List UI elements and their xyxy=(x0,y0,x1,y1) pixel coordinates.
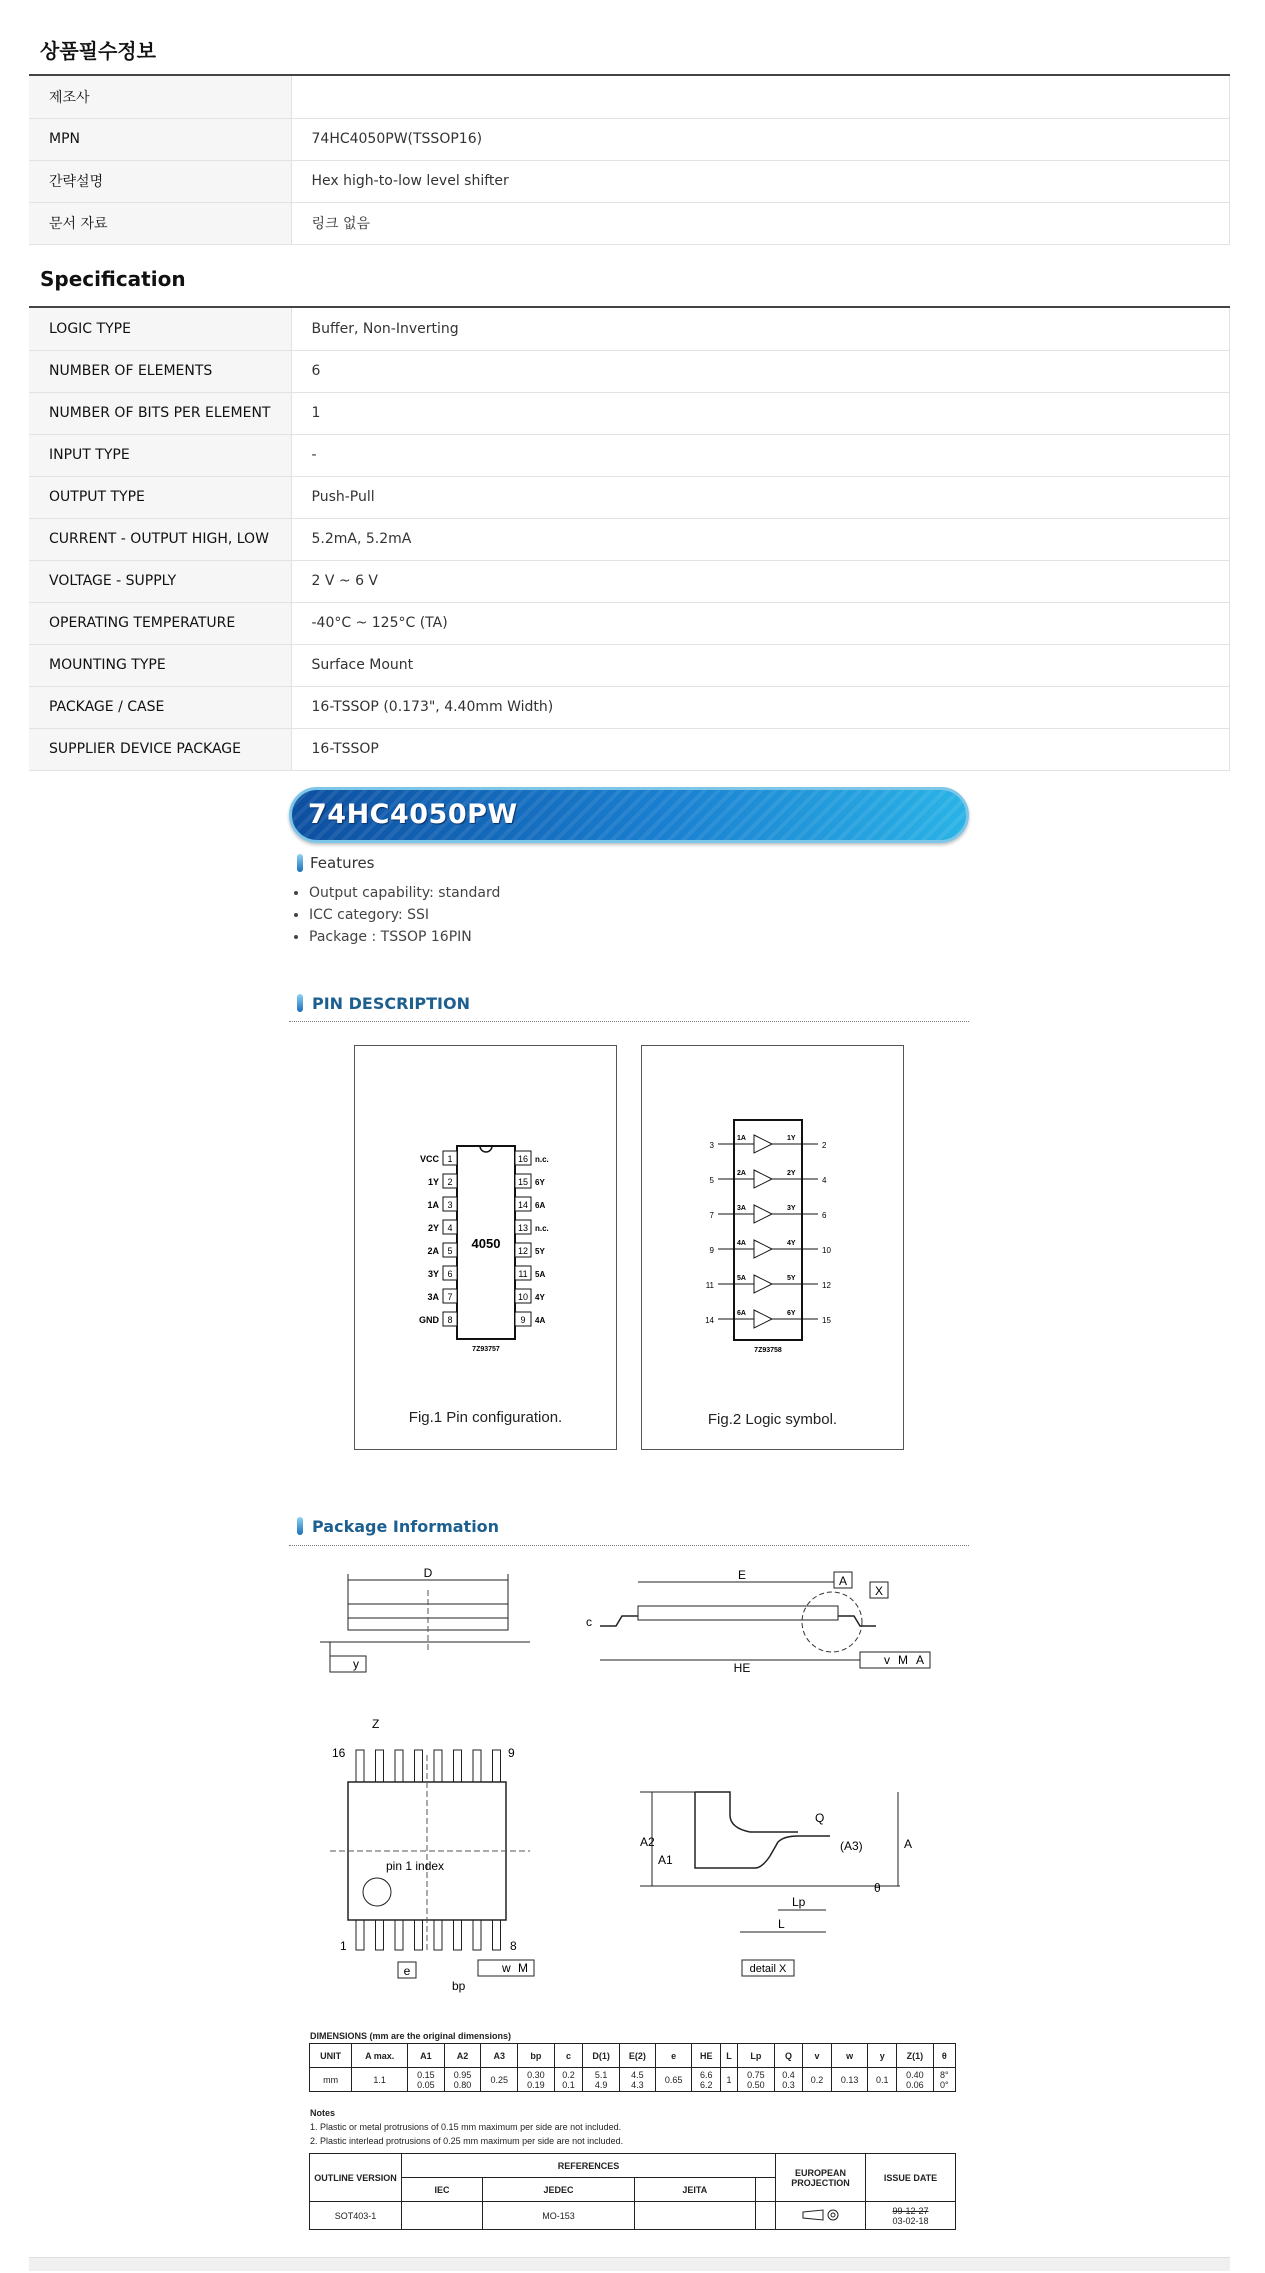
spec-value: Buffer, Non-Inverting xyxy=(291,308,1230,350)
top-lead xyxy=(376,1750,384,1782)
spec-key: LOGIC TYPE xyxy=(29,308,291,350)
output-name: 2Y xyxy=(787,1170,796,1177)
notes-title: Notes xyxy=(310,2108,336,2118)
dim-header-cell: E(2) xyxy=(619,2044,655,2068)
package-info-divider xyxy=(289,1545,969,1546)
bottom-lead xyxy=(454,1920,462,1950)
output-pin-number: 15 xyxy=(822,1316,831,1325)
detail-circle xyxy=(802,1592,862,1652)
table-row xyxy=(29,202,1230,244)
tol-label-w: w xyxy=(502,1961,511,1975)
table-row xyxy=(310,2068,956,2092)
note-1: 1. Plastic or metal protrusions of 0.15 mm maximum per side are not included. xyxy=(310,2122,622,2132)
detail-caption: detail X xyxy=(749,1963,787,1975)
pin-description-bullet-icon xyxy=(297,994,303,1012)
dim-value-cell: 6.6 6.2 xyxy=(692,2068,721,2092)
spec-value: 16-TSSOP (0.173", 4.40mm Width) xyxy=(291,686,1230,728)
fig2-caption: Fig.2 Logic symbol. xyxy=(707,1411,838,1428)
dim-label-a2: A2 xyxy=(640,1835,655,1849)
dim-header-cell: Z(1) xyxy=(896,2044,933,2068)
pin-name: 4Y xyxy=(535,1293,545,1302)
pin-name: n.c. xyxy=(535,1224,549,1233)
jeita-header: JEITA xyxy=(634,2178,755,2202)
spec-key: NUMBER OF BITS PER ELEMENT xyxy=(29,392,291,434)
dim-label-z: Z xyxy=(372,1717,380,1731)
pin-number: 13 xyxy=(517,1223,529,1233)
spec-key: PACKAGE / CASE xyxy=(29,686,291,728)
detail-label-x: X xyxy=(874,1584,884,1598)
pin-number: 9 xyxy=(520,1315,526,1325)
output-name: 1Y xyxy=(787,1135,796,1142)
top-lead xyxy=(395,1750,403,1782)
dim-value-cell: 0.40 0.06 xyxy=(896,2068,933,2092)
dim-value-cell: 0.15 0.05 xyxy=(408,2068,445,2092)
table-row xyxy=(29,350,1230,392)
iec-header: IEC xyxy=(402,2178,483,2202)
dim-label-q: Q xyxy=(815,1811,825,1825)
logic-symbol-figure xyxy=(641,1045,904,1450)
pin-name: 1A xyxy=(427,1200,439,1210)
info-value: Hex high-to-low level shifter xyxy=(291,160,1230,202)
output-pin-number: 10 xyxy=(822,1246,831,1255)
table-row xyxy=(29,392,1230,434)
pin-description-title: PIN DESCRIPTION xyxy=(312,994,470,1013)
package-body xyxy=(638,1606,838,1620)
spec-key: CURRENT - OUTPUT HIGH, LOW xyxy=(29,518,291,560)
figure-code: 7Z93758 xyxy=(754,1347,782,1354)
output-pin-number: 6 xyxy=(822,1211,827,1220)
spec-value: Surface Mount xyxy=(291,644,1230,686)
dimensions-title: DIMENSIONS (mm are the original dimensions) xyxy=(310,2031,512,2041)
output-pin-number: 12 xyxy=(822,1281,831,1290)
spec-value: 2 V ~ 6 V xyxy=(291,560,1230,602)
tol-label-a: A xyxy=(916,1653,925,1667)
pin-name: GND xyxy=(419,1315,439,1325)
pin-number: 16 xyxy=(517,1154,529,1164)
dim-label-e-pitch: e xyxy=(403,1964,411,1978)
pin16-label: 16 xyxy=(332,1746,346,1760)
spec-key: MOUNTING TYPE xyxy=(29,644,291,686)
spec-value: 1 xyxy=(291,392,1230,434)
table-header-row xyxy=(310,2154,956,2178)
dim-header-cell: Lp xyxy=(738,2044,775,2068)
table-row xyxy=(29,644,1230,686)
dim-value-cell: 0.75 0.50 xyxy=(738,2068,775,2092)
dim-header-cell: L xyxy=(720,2044,737,2068)
datum-label-a: A xyxy=(838,1574,848,1588)
dim-value-cell: 8° 0° xyxy=(933,2068,955,2092)
dim-value-cell: 0.4 0.3 xyxy=(774,2068,803,2092)
pin-name: 6A xyxy=(535,1201,546,1210)
logic-symbol-diagram xyxy=(642,1046,905,1451)
pin-name: 5A xyxy=(535,1270,546,1279)
pin-name: n.c. xyxy=(535,1155,549,1164)
dim-label-bp: bp xyxy=(452,1979,466,1993)
pin-name: 2A xyxy=(427,1246,439,1256)
specification-title: Specification xyxy=(40,267,186,291)
bottom-lead xyxy=(415,1920,423,1950)
figure-code: 7Z93757 xyxy=(472,1346,500,1353)
top-lead xyxy=(493,1750,501,1782)
side-view-d xyxy=(320,1566,530,1672)
spec-value: 5.2mA, 5.2mA xyxy=(291,518,1230,560)
input-pin-number: 14 xyxy=(705,1316,714,1325)
dim-value-cell: 0.13 xyxy=(831,2068,868,2092)
dim-header-cell: θ xyxy=(933,2044,955,2068)
bottom-lead xyxy=(493,1920,501,1950)
input-pin-number: 7 xyxy=(709,1211,714,1220)
tol-label-m2: M xyxy=(518,1961,528,1975)
pin-name: 6Y xyxy=(535,1178,545,1187)
dim-value-cell: 1.1 xyxy=(352,2068,408,2092)
spec-key: VOLTAGE - SUPPLY xyxy=(29,560,291,602)
pin-description-divider xyxy=(289,1021,969,1022)
dimensions-table xyxy=(309,2043,956,2092)
pin-number: 15 xyxy=(517,1177,529,1187)
dim-value-cell: 0.30 0.19 xyxy=(518,2068,555,2092)
issue-date-old: 99-12-27 xyxy=(892,2205,929,2216)
outline-version-value: SOT403-1 xyxy=(310,2202,402,2230)
table-row xyxy=(29,434,1230,476)
dim-header-cell: y xyxy=(868,2044,897,2068)
dim-label-l: L xyxy=(778,1917,785,1931)
bottom-lead xyxy=(376,1920,384,1950)
top-view xyxy=(330,1717,534,1993)
table-row xyxy=(29,118,1230,160)
issue-date-new: 03-02-18 xyxy=(892,2215,929,2226)
pin-number: 2 xyxy=(447,1177,453,1187)
input-name: 2A xyxy=(737,1170,746,1177)
package-info-title: Package Information xyxy=(312,1517,500,1536)
outline-version-header: OUTLINE VERSION xyxy=(310,2154,402,2202)
references-header: REFERENCES xyxy=(402,2154,776,2178)
top-lead xyxy=(454,1750,462,1782)
right-pins xyxy=(515,1151,549,1326)
tol-label-v: v xyxy=(884,1653,890,1667)
dim-header-cell: A1 xyxy=(408,2044,445,2068)
specification-table xyxy=(29,308,1230,771)
info-value: 링크 없음 xyxy=(291,202,1230,244)
table-row xyxy=(29,518,1230,560)
info-key: 간략설명 xyxy=(29,160,291,202)
spec-value: 16-TSSOP xyxy=(291,728,1230,770)
top-lead xyxy=(356,1750,364,1782)
info-value xyxy=(291,76,1230,118)
top-lead xyxy=(434,1750,442,1782)
features-title: Features xyxy=(310,854,375,872)
output-pin-number: 4 xyxy=(822,1176,827,1185)
input-name: 5A xyxy=(737,1275,746,1282)
lead-profile xyxy=(695,1792,830,1868)
output-pin-number: 2 xyxy=(822,1141,827,1150)
spec-key: NUMBER OF ELEMENTS xyxy=(29,350,291,392)
dim-value-cell: 0.65 xyxy=(655,2068,692,2092)
input-name: 4A xyxy=(737,1240,746,1247)
pin9-label: 9 xyxy=(508,1746,515,1760)
flatness-box xyxy=(330,1656,366,1672)
note-2: 2. Plastic interlead protrusions of 0.25 mm maximum per side are not included. xyxy=(310,2136,624,2146)
fig1-caption: Fig.1 Pin configuration. xyxy=(408,1409,563,1426)
input-pin-number: 5 xyxy=(709,1176,714,1185)
dim-header-cell: A3 xyxy=(481,2044,518,2068)
pin-name: 4A xyxy=(535,1316,546,1325)
issue-date-header: ISSUE DATE xyxy=(866,2154,956,2202)
input-name: 6A xyxy=(737,1310,746,1317)
dim-header-cell: UNIT xyxy=(310,2044,352,2068)
info-value: 74HC4050PW(TSSOP16) xyxy=(291,118,1230,160)
table-row xyxy=(29,728,1230,770)
dim-header-cell: HE xyxy=(692,2044,721,2068)
info-key: MPN xyxy=(29,118,291,160)
pin-number: 3 xyxy=(447,1200,453,1210)
detail-x-view xyxy=(640,1792,912,1976)
dim-label-a-detail: A xyxy=(904,1837,913,1851)
empty-cell xyxy=(755,2202,775,2230)
pin-configuration-diagram xyxy=(355,1046,618,1451)
dim-header-cell: w xyxy=(831,2044,868,2068)
dim-value-cell: 1 xyxy=(720,2068,737,2092)
dim-header-cell: A max. xyxy=(352,2044,408,2068)
pin-number: 1 xyxy=(447,1154,453,1164)
pin-number: 12 xyxy=(517,1246,529,1256)
package-outline-drawing xyxy=(300,1560,960,2020)
info-key: 제조사 xyxy=(29,76,291,118)
table-row xyxy=(29,560,1230,602)
dim-label-e: E xyxy=(737,1568,747,1582)
dim-label-d: D xyxy=(423,1566,433,1580)
spec-key: OUTPUT TYPE xyxy=(29,476,291,518)
dim-value-cell: 0.95 0.80 xyxy=(444,2068,481,2092)
table-row xyxy=(310,2202,956,2230)
dim-label-c: c xyxy=(586,1615,592,1629)
pin-name: 3A xyxy=(427,1292,439,1302)
european-projection-header: EUROPEAN PROJECTION xyxy=(776,2154,866,2202)
dim-label-he: HE xyxy=(733,1661,751,1675)
list-item: • Package : TSSOP 16PIN xyxy=(309,926,500,948)
input-pin-number: 3 xyxy=(709,1141,714,1150)
pin-name: 3Y xyxy=(427,1269,439,1279)
input-pin-number: 11 xyxy=(705,1281,714,1290)
table-row xyxy=(29,602,1230,644)
pin1-index-label: pin 1 index xyxy=(386,1859,445,1873)
input-name: 3A xyxy=(737,1205,746,1212)
pin-configuration-figure xyxy=(354,1045,617,1450)
dim-header-cell: A2 xyxy=(444,2044,481,2068)
pin-name: VCC xyxy=(419,1154,439,1164)
dim-header-cell: Q xyxy=(774,2044,803,2068)
pin-name: 5Y xyxy=(535,1247,545,1256)
dim-label-a3: (A3) xyxy=(840,1839,863,1853)
dim-value-cell: 4.5 4.3 xyxy=(619,2068,655,2092)
spec-value: -40°C ~ 125°C (TA) xyxy=(291,602,1230,644)
package-info-bullet-icon xyxy=(297,1517,303,1535)
dim-header-cell: D(1) xyxy=(583,2044,620,2068)
input-name: 1A xyxy=(737,1135,746,1142)
issue-date-value xyxy=(866,2202,956,2230)
dim-value-cell: 0.25 xyxy=(481,2068,518,2092)
list-item: • ICC category: SSI xyxy=(309,904,500,926)
spec-key: INPUT TYPE xyxy=(29,434,291,476)
spec-key: OPERATING TEMPERATURE xyxy=(29,602,291,644)
output-name: 4Y xyxy=(787,1240,796,1247)
list-item: • Output capability: standard xyxy=(309,882,500,904)
projection-symbol xyxy=(776,2202,866,2230)
jedec-header: JEDEC xyxy=(483,2178,635,2202)
output-name: 3Y xyxy=(787,1205,796,1212)
pin-number: 10 xyxy=(517,1292,529,1302)
top-lead xyxy=(415,1750,423,1782)
table-header-row xyxy=(310,2044,956,2068)
top-lead xyxy=(473,1750,481,1782)
end-view-e xyxy=(586,1568,930,1675)
table-row xyxy=(29,686,1230,728)
pin-number: 4 xyxy=(447,1223,453,1233)
dim-header-cell: c xyxy=(554,2044,583,2068)
pin-number: 5 xyxy=(447,1246,453,1256)
pin-number: 14 xyxy=(517,1200,529,1210)
pin-number: 8 xyxy=(447,1315,453,1325)
dim-header-cell: bp xyxy=(518,2044,555,2068)
bottom-lead xyxy=(434,1920,442,1950)
jeita-value xyxy=(634,2202,755,2230)
dim-label-lp: Lp xyxy=(792,1895,806,1909)
table-row xyxy=(29,476,1230,518)
required-info-title: 상품필수정보 xyxy=(40,39,156,63)
output-name: 5Y xyxy=(787,1275,796,1282)
pin1-label: 1 xyxy=(340,1939,347,1953)
bottom-lead xyxy=(395,1920,403,1950)
dim-value-cell: 5.1 4.9 xyxy=(583,2068,620,2092)
pin-number: 11 xyxy=(518,1269,528,1279)
outline-table xyxy=(309,2153,956,2230)
spec-value: 6 xyxy=(291,350,1230,392)
required-info-table xyxy=(29,76,1230,245)
features-bullet-icon xyxy=(297,854,303,872)
output-name: 6Y xyxy=(787,1310,796,1317)
projection-icon xyxy=(801,2208,841,2222)
spec-value: - xyxy=(291,434,1230,476)
iec-value xyxy=(402,2202,483,2230)
dim-label-theta: θ xyxy=(874,1881,881,1895)
left-pins xyxy=(419,1151,457,1326)
empty-cell xyxy=(755,2178,775,2202)
dim-label-a1: A1 xyxy=(658,1853,673,1867)
dim-value-cell: 0.2 xyxy=(803,2068,832,2092)
dim-label-y: y xyxy=(353,1657,359,1671)
tol-label-m: M xyxy=(898,1653,908,1667)
horizontal-scrollbar[interactable] xyxy=(29,2257,1230,2271)
logic-body xyxy=(734,1120,802,1340)
spec-value: Push-Pull xyxy=(291,476,1230,518)
dim-header-cell: v xyxy=(803,2044,832,2068)
pin8-label: 8 xyxy=(510,1939,517,1953)
input-pin-number: 9 xyxy=(709,1246,714,1255)
pin-number: 7 xyxy=(447,1292,453,1302)
pin-number: 6 xyxy=(447,1269,453,1279)
spec-key: SUPPLIER DEVICE PACKAGE xyxy=(29,728,291,770)
bottom-lead xyxy=(356,1920,364,1950)
pin-name: 1Y xyxy=(427,1177,439,1187)
dim-value-cell: mm xyxy=(310,2068,352,2092)
dim-value-cell: 0.2 0.1 xyxy=(554,2068,583,2092)
chip-label: 4050 xyxy=(471,1236,501,1251)
jedec-value: MO-153 xyxy=(483,2202,635,2230)
table-row xyxy=(29,76,1230,118)
table-row xyxy=(29,160,1230,202)
pin-name: 2Y xyxy=(427,1223,439,1233)
dim-header-cell: e xyxy=(655,2044,692,2068)
product-banner-title: 74HC4050PW xyxy=(308,799,518,830)
table-row xyxy=(29,308,1230,350)
features-list xyxy=(309,882,500,948)
info-key: 문서 자료 xyxy=(29,202,291,244)
bottom-lead xyxy=(473,1920,481,1950)
dim-value-cell: 0.1 xyxy=(868,2068,897,2092)
product-banner xyxy=(289,787,969,843)
